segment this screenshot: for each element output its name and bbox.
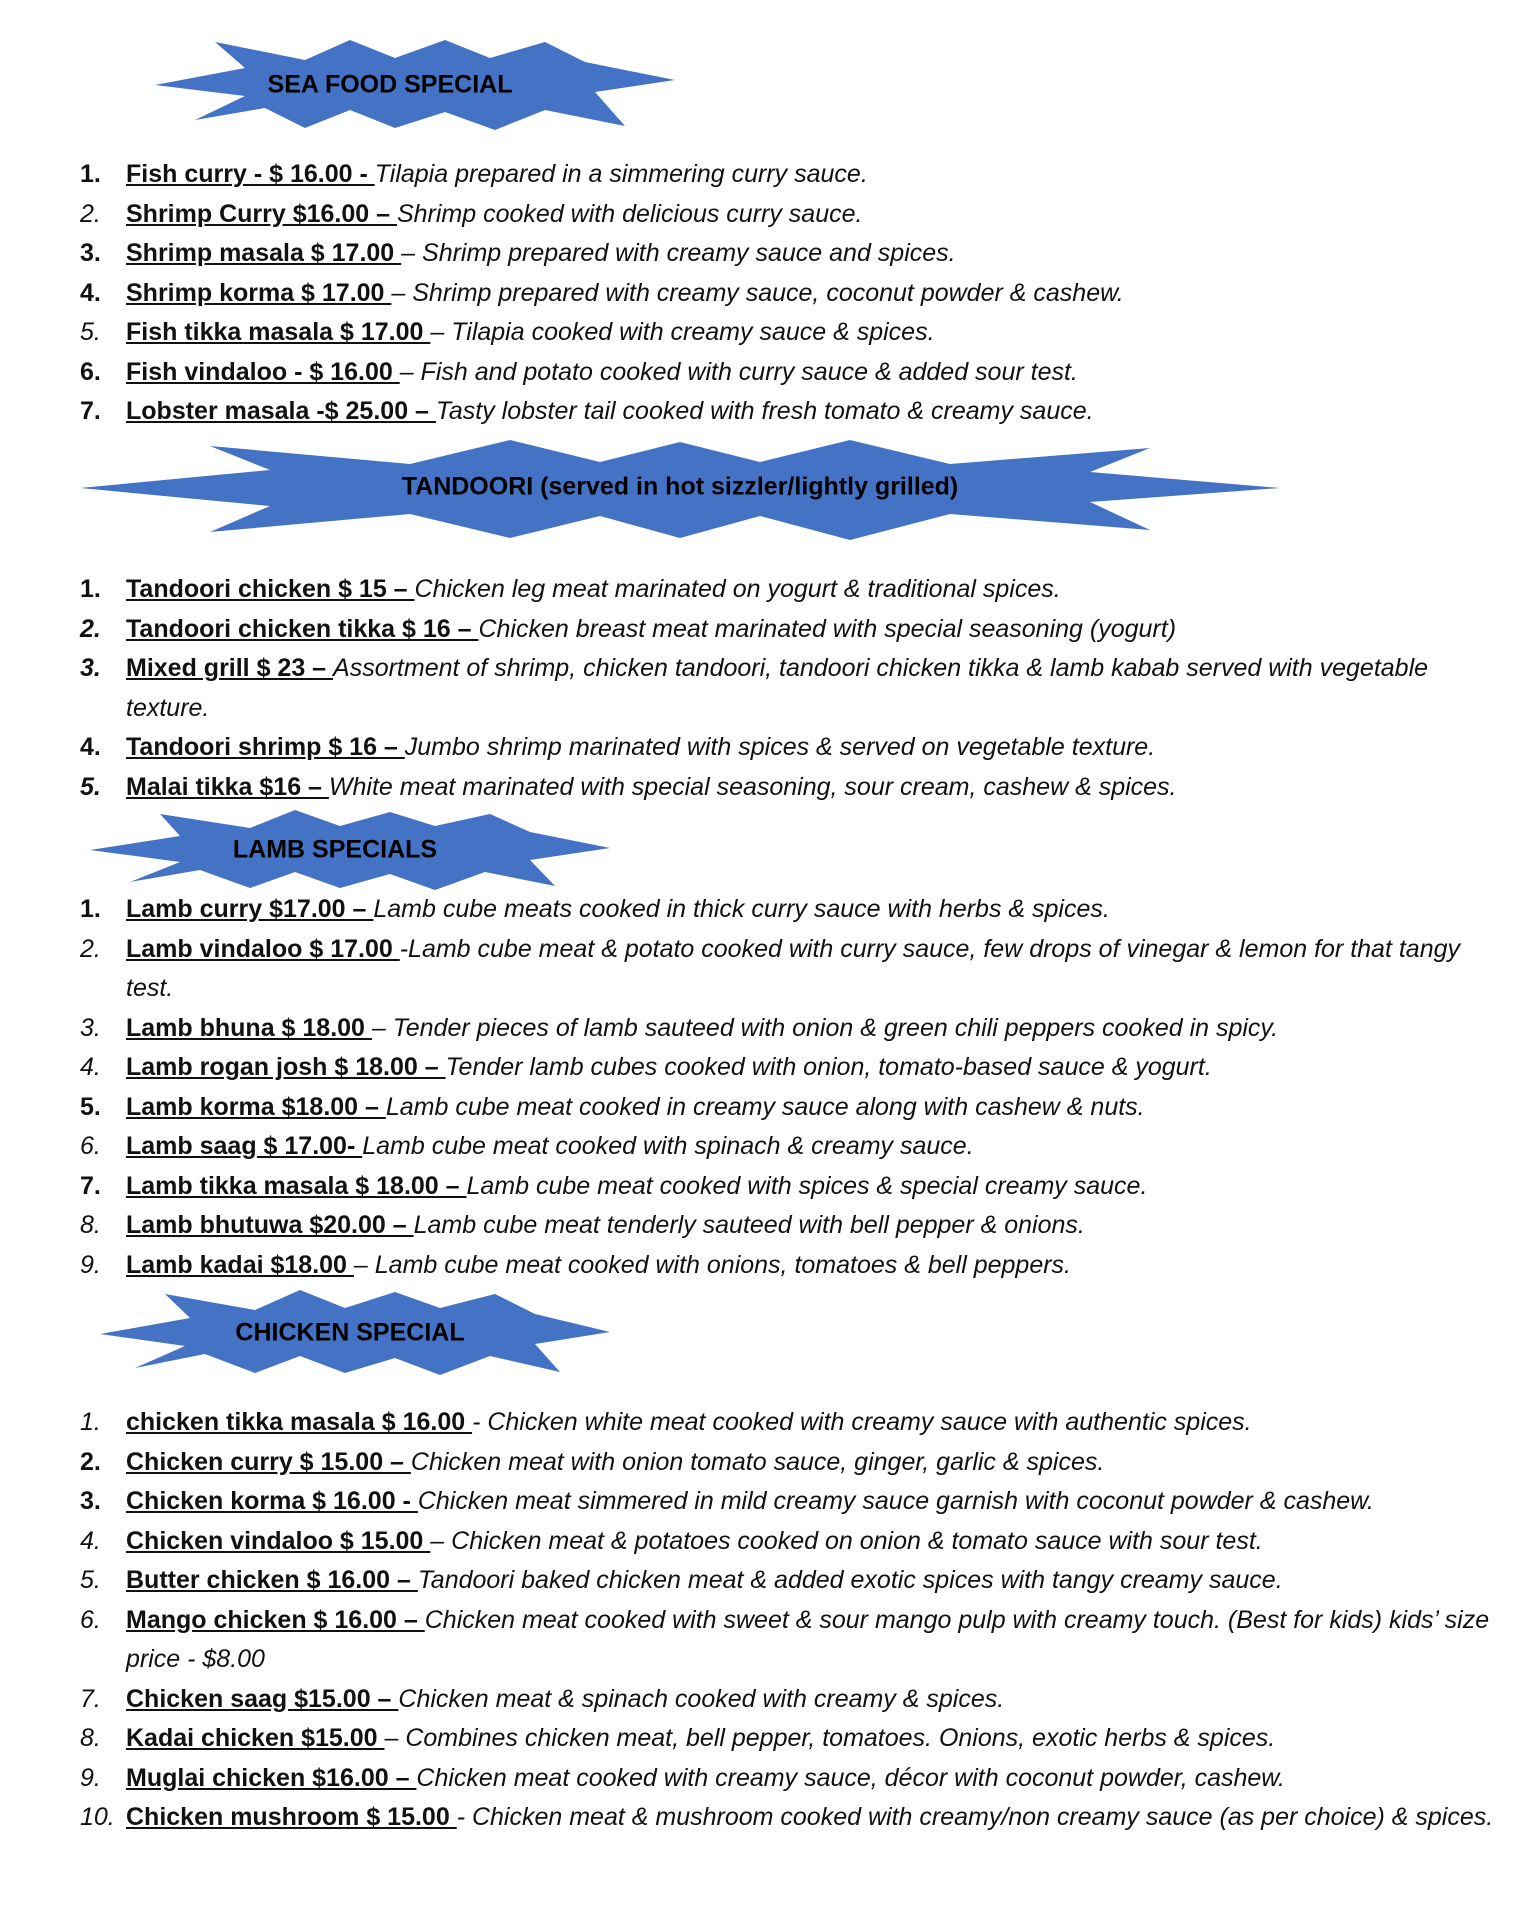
item-title: Tandoori chicken tikka $ 16 – (126, 614, 479, 643)
item-number: 5. (80, 318, 101, 346)
item-number: 2. (80, 199, 101, 228)
item-description: Chicken meat & spinach cooked with creamy & spices. (398, 1684, 1005, 1713)
item-title: Tandoori chicken $ 15 – (126, 575, 415, 603)
item-title: Mixed grill $ 23 – (126, 654, 334, 682)
item-number: 6. (80, 357, 101, 386)
list-item (80, 234, 1500, 274)
item-description: – Chicken meat & potatoes cooked on onion & tomato sauce with sour test. (430, 1526, 1263, 1555)
item-title: Shrimp korma $ 17.00 (126, 278, 392, 307)
item-title: Chicken korma $ 16.00 - (126, 1487, 418, 1515)
item-number: 1. (80, 160, 101, 188)
item-number: 4. (80, 278, 101, 307)
list-item (80, 1561, 1500, 1601)
item-title: Tandoori shrimp $ 16 – (126, 733, 405, 761)
item-number: 7. (80, 1684, 101, 1713)
item-description: – Tender pieces of lamb sauteed with onion & green chili peppers cooked in spicy. (371, 1013, 1279, 1042)
list-item (80, 353, 1500, 393)
list-item (80, 930, 1500, 1009)
item-number: 5. (80, 772, 101, 801)
item-number: 4. (80, 1526, 101, 1555)
item-title: Lamb bhuna $ 18.00 (126, 1013, 372, 1042)
item-title: Lamb bhutuwa $20.00 – (126, 1211, 414, 1239)
list-item (80, 155, 1500, 195)
item-number: 1. (80, 575, 101, 603)
item-title: Lamb vindaloo $ 17.00 (126, 934, 400, 963)
item-number: 6. (80, 1132, 101, 1160)
item-number: 3. (80, 1013, 101, 1042)
section-heading: SEA FOOD SPECIAL (267, 70, 513, 99)
item-number: 3. (80, 654, 101, 682)
item-description: Lamb cube meats cooked in thick curry sauce with herbs & spices. (373, 895, 1110, 923)
item-description: Tilapia prepared in a simmering curry sauce. (374, 160, 868, 188)
item-number: 3. (80, 1487, 101, 1515)
item-title: Lamb saag $ 17.00- (126, 1132, 363, 1160)
list-item (80, 274, 1500, 314)
section-heading: CHICKEN SPECIAL (235, 1318, 465, 1346)
item-title: Malai tikka $16 – (126, 772, 329, 801)
list-item (80, 1482, 1500, 1522)
item-description: Tender lamb cubes cooked with onion, tomato-based sauce & yogurt. (445, 1053, 1212, 1081)
item-description: Lamb cube meat cooked with spices & special creamy sauce. (466, 1171, 1148, 1200)
list-item (80, 728, 1500, 768)
item-description: Lamb cube meat cooked with spinach & creamy sauce. (362, 1132, 974, 1160)
list-item (80, 1798, 1500, 1838)
item-title: Chicken mushroom $ 15.00 (126, 1803, 457, 1831)
item-number: 3. (80, 239, 101, 267)
item-description: Chicken meat cooked with creamy sauce, décor with coconut powder, cashew. (416, 1763, 1285, 1792)
item-number: 4. (80, 733, 101, 761)
list-item (80, 649, 1500, 728)
list-item (80, 1167, 1500, 1207)
item-description: – Fish and potato cooked with curry sauce & added sour test. (399, 357, 1078, 386)
item-title: Lamb tikka masala $ 18.00 – (126, 1171, 467, 1200)
item-number: 9. (80, 1250, 101, 1279)
list-item (80, 1009, 1500, 1049)
list-item (80, 890, 1500, 930)
item-description: Chicken meat cooked with sweet & sour mango pulp with creamy touch. (Best for kids) kids’ size price - $8.00 (126, 1605, 1490, 1673)
item-title: Fish tikka masala $ 17.00 (126, 318, 431, 346)
lamb-banner (90, 810, 610, 890)
item-description: Assortment of shrimp, chicken tandoori, tandoori chicken tikka & lamb kabab served with vegetable texture. (126, 654, 1429, 722)
tandoori-banner (80, 440, 1280, 540)
list-item (80, 313, 1500, 353)
item-number: 2. (80, 1447, 101, 1476)
item-number: 1. (80, 1408, 101, 1436)
seafood-list (80, 155, 1500, 432)
item-description: Tandoori baked chicken meat & added exotic spices with tangy creamy sauce. (417, 1566, 1283, 1594)
list-item (80, 1048, 1500, 1088)
item-description: Lamb cube meat cooked in creamy sauce along with cashew & nuts. (385, 1092, 1145, 1121)
item-number: 6. (80, 1605, 101, 1634)
item-title: Lamb korma $18.00 – (126, 1092, 386, 1121)
list-item (80, 1601, 1500, 1680)
item-title: chicken tikka masala $ 16.00 (126, 1408, 473, 1436)
list-item (80, 610, 1500, 650)
item-number: 1. (80, 895, 101, 923)
item-title: Lobster masala -$ 25.00 – (126, 397, 436, 425)
item-number: 8. (80, 1211, 101, 1239)
item-description: – Shrimp prepared with creamy sauce, coconut powder & cashew. (391, 278, 1124, 307)
item-description: Chicken meat with onion tomato sauce, ginger, garlic & spices. (410, 1447, 1105, 1476)
item-title: Lamb kadai $18.00 (126, 1250, 354, 1279)
item-title: Fish curry - $ 16.00 - (126, 160, 375, 188)
item-title: Muglai chicken $16.00 – (126, 1763, 417, 1792)
item-description: Shrimp cooked with delicious curry sauce. (396, 199, 863, 228)
chicken-list (80, 1403, 1500, 1838)
list-item (80, 1680, 1500, 1720)
item-title: Shrimp masala $ 17.00 (126, 239, 402, 267)
item-description: Chicken leg meat marinated on yogurt & traditional spices. (414, 575, 1061, 603)
item-number: 5. (80, 1092, 101, 1121)
item-title: Lamb curry $17.00 – (126, 895, 374, 923)
item-description: Tasty lobster tail cooked with fresh tomato & creamy sauce. (435, 397, 1094, 425)
section-heading: LAMB SPECIALS (232, 835, 438, 864)
item-number: 5. (80, 1566, 101, 1594)
list-item (80, 1246, 1500, 1286)
item-title: Mango chicken $ 16.00 – (126, 1605, 425, 1634)
item-description: Chicken breast meat marinated with special seasoning (yogurt) (478, 614, 1177, 643)
item-number: 8. (80, 1724, 101, 1752)
list-item (80, 1719, 1500, 1759)
item-number: 7. (80, 397, 101, 425)
item-description: White meat marinated with special seasoning, sour cream, cashew & spices. (328, 772, 1177, 801)
list-item (80, 1759, 1500, 1799)
item-description: – Tilapia cooked with creamy sauce & spices. (430, 318, 935, 346)
seafood-banner (155, 40, 675, 130)
item-description: – Shrimp prepared with creamy sauce and spices. (401, 239, 956, 267)
list-item (80, 392, 1500, 432)
item-description: – Combines chicken meat, bell pepper, tomatoes. Onions, exotic herbs & spices. (384, 1724, 1276, 1752)
list-item (80, 195, 1500, 235)
item-description: - Chicken meat & mushroom cooked with creamy/non creamy sauce (as per choice) & spices. (456, 1803, 1494, 1831)
item-number: 4. (80, 1053, 101, 1081)
item-number: 9. (80, 1763, 101, 1792)
item-title: Fish vindaloo - $ 16.00 (126, 357, 400, 386)
section-heading: TANDOORI (served in hot sizzler/lightly grilled) (401, 472, 959, 501)
item-title: Butter chicken $ 16.00 – (126, 1566, 418, 1594)
lamb-list (80, 890, 1500, 1285)
list-item (80, 570, 1500, 610)
item-number: 7. (80, 1171, 101, 1200)
list-item (80, 1443, 1500, 1483)
item-title: Chicken curry $ 15.00 – (126, 1447, 411, 1476)
item-number: 2. (80, 614, 101, 643)
item-description: -Lamb cube meat & potato cooked with curry sauce, few drops of vinegar & lemon for that tangy test. (126, 934, 1460, 1002)
item-description: Chicken meat simmered in mild creamy sauce garnish with coconut powder & cashew. (417, 1487, 1374, 1515)
chicken-banner (100, 1290, 610, 1375)
list-item (80, 768, 1500, 808)
item-number: 10. (80, 1803, 115, 1831)
tandoori-list (80, 570, 1500, 807)
list-item (80, 1206, 1500, 1246)
item-title: Lamb rogan josh $ 18.00 – (126, 1053, 446, 1081)
item-description: - Chicken white meat cooked with creamy sauce with authentic spices. (472, 1408, 1252, 1436)
list-item (80, 1088, 1500, 1128)
list-item (80, 1127, 1500, 1167)
item-title: Chicken vindaloo $ 15.00 (126, 1526, 431, 1555)
item-number: 2. (80, 934, 101, 963)
list-item (80, 1403, 1500, 1443)
item-title: Shrimp Curry $16.00 – (126, 199, 397, 228)
item-description: Lamb cube meat tenderly sauteed with bell pepper & onions. (413, 1211, 1085, 1239)
item-title: Kadai chicken $15.00 (126, 1724, 385, 1752)
list-item (80, 1522, 1500, 1562)
item-title: Chicken saag $15.00 – (126, 1684, 399, 1713)
item-description: Jumbo shrimp marinated with spices & served on vegetable texture. (404, 733, 1156, 761)
item-description: – Lamb cube meat cooked with onions, tomatoes & bell peppers. (353, 1250, 1071, 1279)
